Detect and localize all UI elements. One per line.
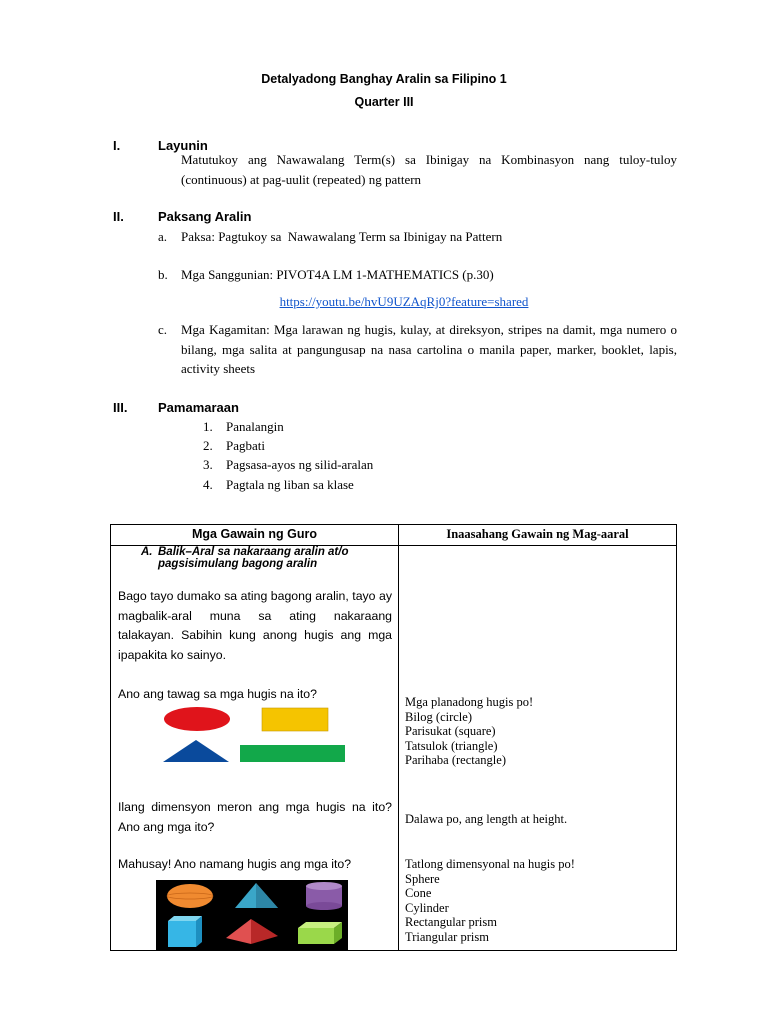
answer-3-line: Triangular prism — [405, 929, 489, 944]
teacher-column-header: Mga Gawain ng Guro — [191, 527, 317, 541]
subhead-line-2: pagsisimulang bagong aralin — [158, 558, 318, 570]
student-column-header: Inaasahang Gawain ng Mag-aaral — [446, 527, 629, 541]
document-subtitle: Quarter III — [354, 95, 414, 109]
section-3-heading: Pamamaraan — [158, 400, 239, 415]
item-a-text: Paksa: Pagtukoy sa Nawawalang Term sa Ibinigay na Pattern — [181, 229, 503, 244]
item-b-text: Mga Sanggunian: PIVOT4A LM 1-MATHEMATICS (p.30) — [181, 267, 494, 282]
sphere-shape — [167, 884, 213, 908]
answer-1-line: Parisukat (square) — [405, 724, 496, 738]
answer-1-line: Mga planadong hugis po! — [405, 695, 534, 709]
step-4-text: Pagtala ng liban sa klase — [226, 477, 354, 492]
teacher-question-1: Ano ang tawag sa mga hugis na ito? — [118, 687, 317, 701]
subhead-line-1: Balik–Aral sa nakaraang aralin at/o — [158, 546, 349, 558]
solid-shapes-figure — [156, 880, 348, 951]
answer-3-line: Cylinder — [405, 900, 449, 915]
subhead-label: A. — [141, 546, 153, 558]
teacher-intro: Bago tayo dumako sa ating bagong aralin, tayo ay magbalik-aral muna sa ating nakaraang talakayan. Sabihin kung anong hugis ang mga ipapakita ko sainyo. — [118, 589, 392, 662]
step-3-num: 3. — [203, 457, 213, 472]
answer-1-line: Parihaba (rectangle) — [405, 753, 506, 767]
step-3-text: Pagsasa-ayos ng silid-aralan — [226, 457, 374, 472]
answer-3-line: Cone — [405, 886, 432, 900]
item-c-text: Mga Kagamitan: Mga larawan ng hugis, kulay, at direksyon, stripes na damit, mga numero o bilang, mga salita at pangungusap na nasa cartolina o manila paper, marker, booklet, lapis, activity sheets — [181, 322, 677, 376]
answer-3-line: Rectangular prism — [405, 915, 497, 929]
green-box-shape — [298, 922, 342, 944]
step-2-text: Pagbati — [226, 438, 265, 453]
section-3-numeral: III. — [113, 400, 128, 415]
cylinder-shape — [306, 882, 342, 910]
reference-link[interactable]: https://youtu.be/hvU9UZAqRj0?feature=shared — [279, 294, 529, 309]
document-title: Detalyadong Banghay Aralin sa Filipino 1 — [261, 72, 507, 86]
item-a-label: a. — [158, 229, 168, 244]
table-column-divider — [398, 525, 399, 950]
answer-3-line: Sphere — [405, 871, 440, 886]
step-1-text: Panalangin — [226, 419, 284, 434]
student-answer-1 — [405, 695, 673, 768]
answer-1-line: Tatsulok (triangle) — [405, 738, 498, 753]
section-2-heading: Paksang Aralin — [158, 209, 252, 224]
student-answer-2: Dalawa po, ang length at height. — [405, 812, 568, 826]
section-1-heading: Layunin — [158, 138, 208, 153]
step-4-num: 4. — [203, 477, 213, 492]
red-circle-shape — [164, 707, 230, 731]
student-answer-3 — [405, 857, 673, 944]
step-1-num: 1. — [203, 419, 213, 434]
blue-triangle-shape — [163, 740, 229, 762]
item-c-label: c. — [158, 322, 168, 337]
teacher-question-3: Mahusay! Ano namang hugis ang mga ito? — [118, 857, 352, 871]
rectangular-prism-shape — [168, 916, 202, 947]
step-2-num: 2. — [203, 438, 213, 453]
green-rectangle-shape — [240, 745, 345, 762]
section-1-objective: Matutukoy ang Nawawalang Term(s) sa Ibinigay na Kombinasyon nang tuloy-tuloy (continuous) at pag-uulit (repeated) ng pattern — [181, 152, 677, 187]
answer-1-line: Bilog (circle) — [405, 709, 472, 724]
answer-3-line: Tatlong dimensyonal na hugis po! — [405, 857, 575, 871]
section-2-numeral: II. — [113, 209, 124, 224]
section-1-numeral: I. — [113, 138, 121, 153]
teacher-question-2: Ilang dimensyon meron ang mga hugis na ito? Ano ang mga ito? — [118, 800, 392, 834]
plane-shapes-figure — [161, 705, 351, 767]
lesson-table — [110, 524, 677, 951]
yellow-square-shape — [262, 708, 328, 731]
item-b-label: b. — [158, 267, 168, 282]
